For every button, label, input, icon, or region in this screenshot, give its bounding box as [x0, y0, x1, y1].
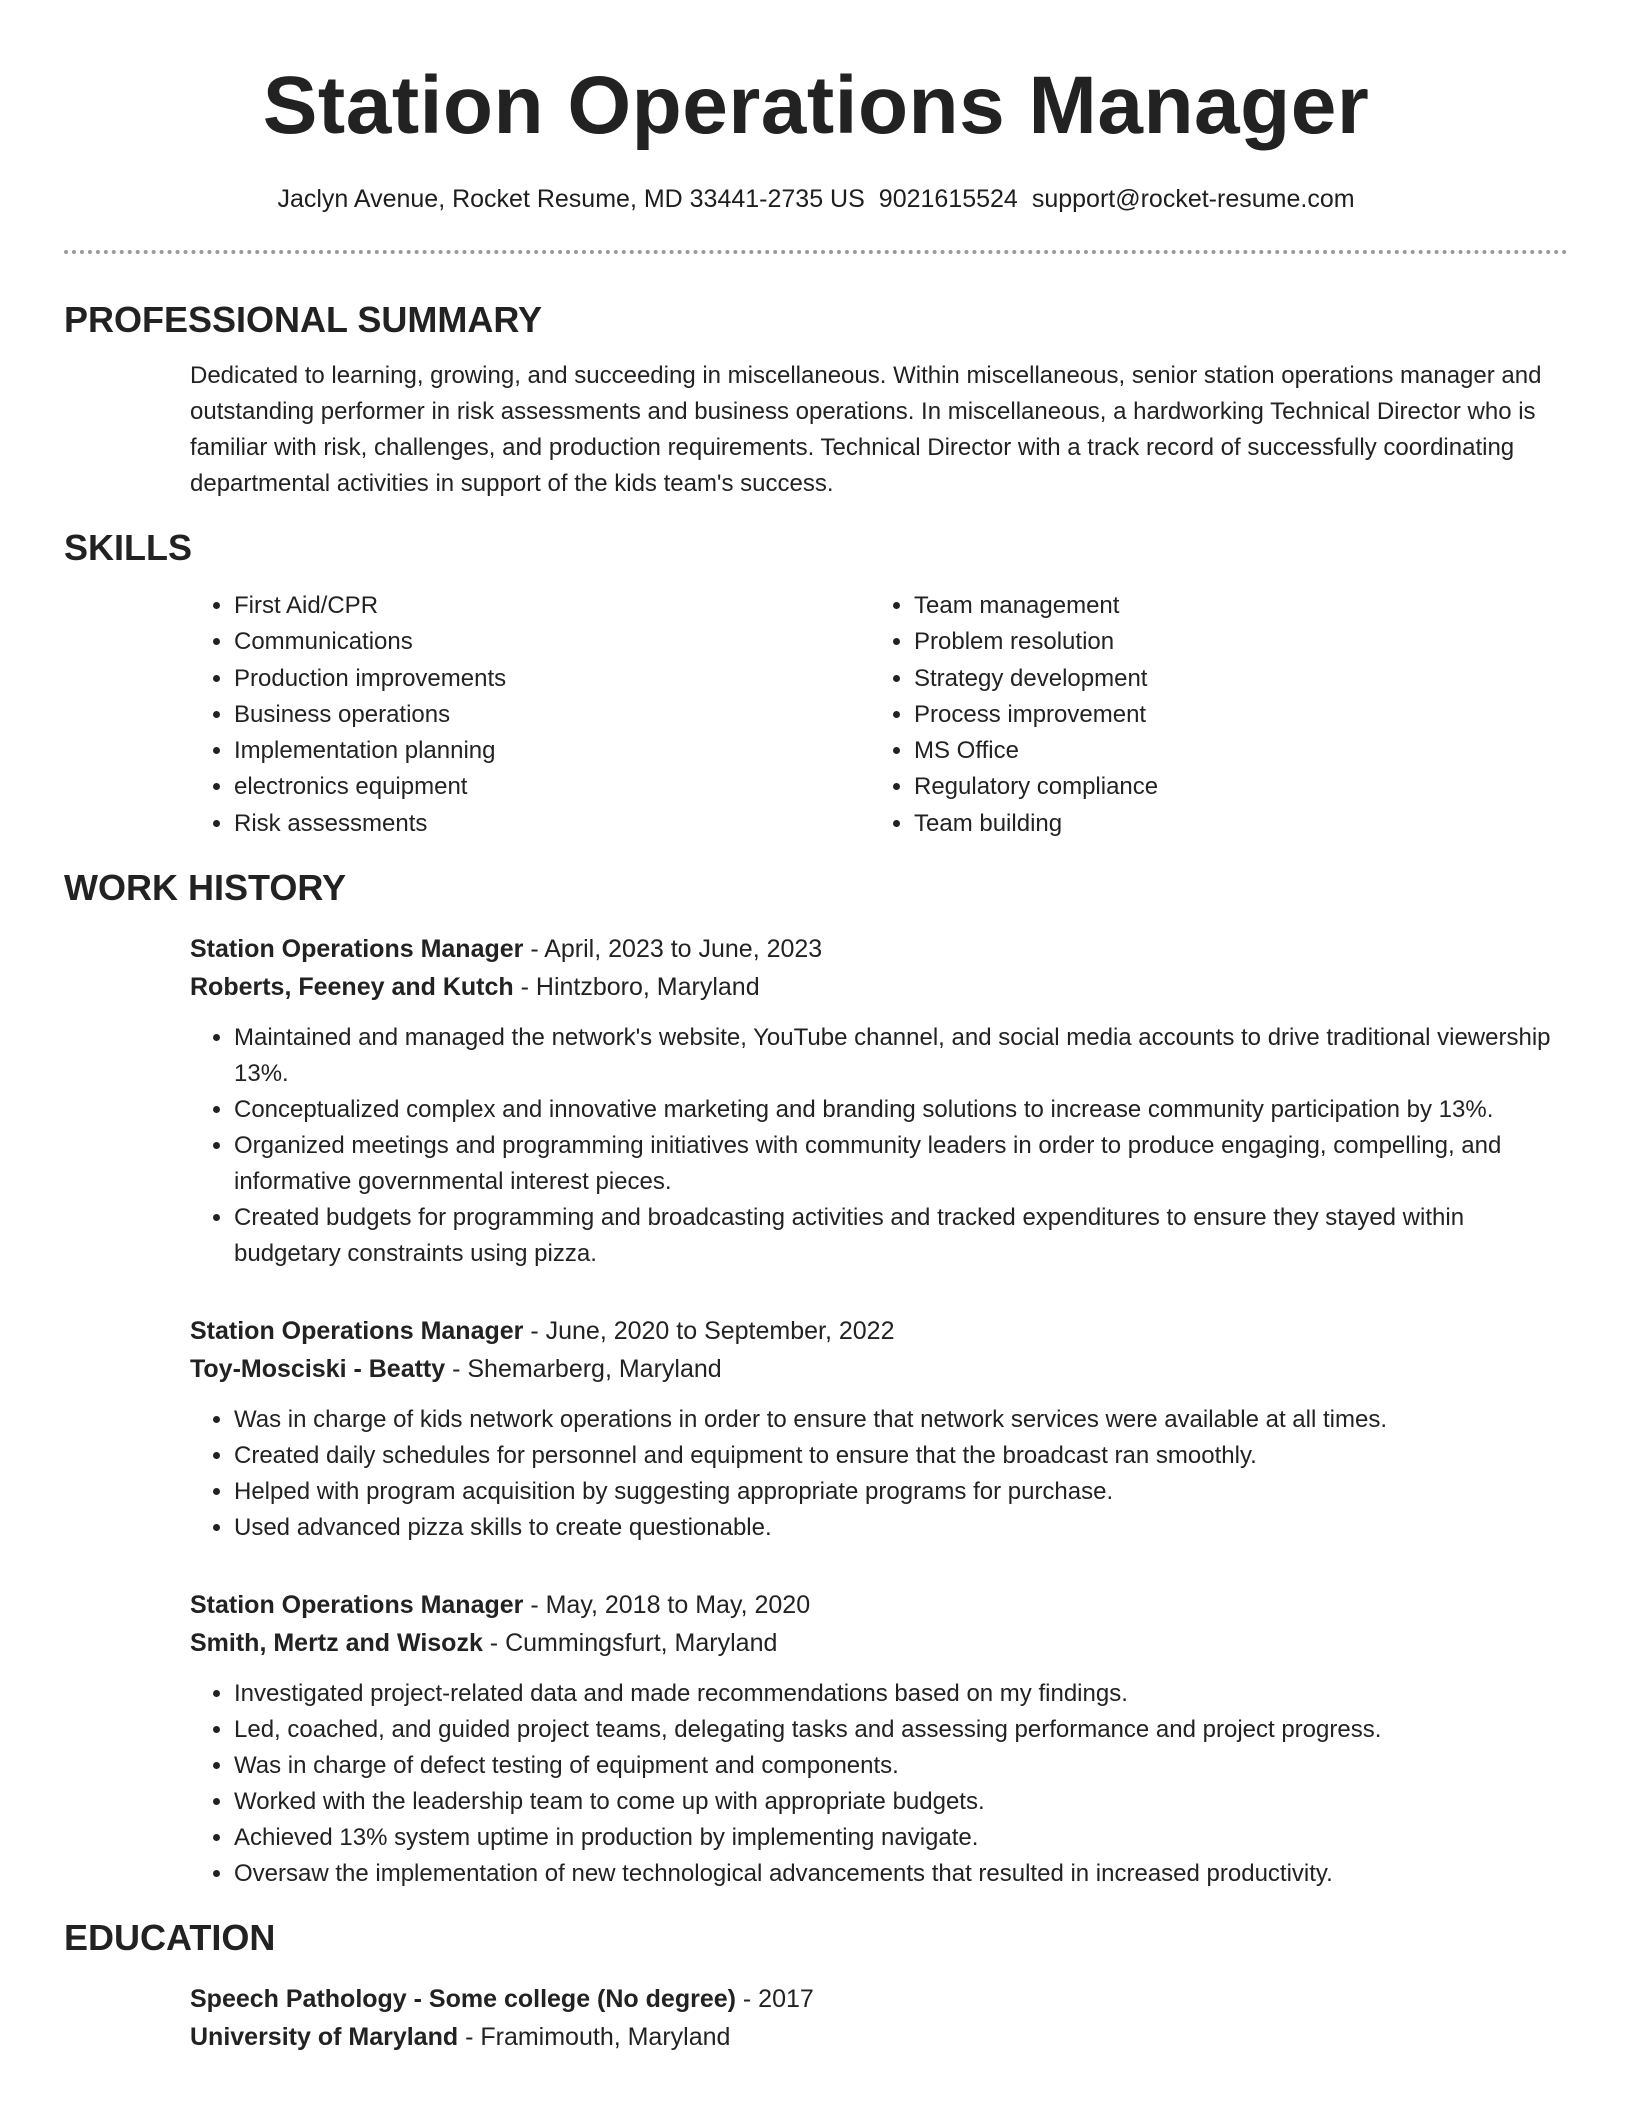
skill-item: • Problem resolution [914, 624, 1550, 660]
job-bullet: • Investigated project-related data and made recommendations based on my findings. [234, 1676, 1568, 1712]
job-dates: - April, 2023 to June, 2023 [523, 935, 823, 964]
contact-address: Jaclyn Avenue, Rocket Resume, MD 33441-2735 US [277, 185, 865, 213]
education-school-line [190, 2018, 1568, 2056]
job-location: - Shemarberg, Maryland [445, 1355, 722, 1384]
job-bullet: • Created daily schedules for personnel and equipment to ensure that the broadcast ran smoothly. [234, 1438, 1568, 1474]
skill-item: • Team management [914, 588, 1550, 624]
job-bullet: • Helped with program acquisition by suggesting appropriate programs for purchase. [234, 1474, 1568, 1510]
header-divider [64, 250, 1568, 254]
skill-item: • First Aid/CPR [234, 588, 870, 624]
contact-phone: 9021615524 [878, 185, 1018, 213]
job-entry [64, 1312, 1568, 1546]
job-bullet: • Was in charge of kids network operations in order to ensure that network services were available at all times. [234, 1402, 1568, 1438]
job-title-line [190, 1586, 1568, 1624]
job-company-line [190, 1350, 1568, 1388]
job-company: Toy-Mosciski - Beatty [190, 1355, 446, 1384]
job-bullet: • Was in charge of defect testing of equipment and components. [234, 1748, 1568, 1784]
job-role: Station Operations Manager [190, 1591, 524, 1620]
job-company: Roberts, Feeney and Kutch [190, 973, 514, 1002]
skills-list-left [190, 588, 870, 842]
skill-item: • Business operations [234, 697, 870, 733]
job-entry [64, 1586, 1568, 1892]
skill-item: • Process improvement [914, 697, 1550, 733]
skill-item: • Communications [234, 624, 870, 660]
skills-heading: SKILLS [64, 527, 193, 568]
education-heading: EDUCATION [64, 1917, 276, 1959]
education-degree: Speech Pathology - Some college (No degree) [190, 1985, 736, 2014]
job-bullet: • Used advanced pizza skills to create questionable. [234, 1510, 1568, 1546]
job-role: Station Operations Manager [190, 935, 524, 964]
education-entry [64, 1980, 1568, 2056]
job-company-line [190, 968, 1568, 1006]
job-bullet: • Worked with the leadership team to come up with appropriate budgets. [234, 1784, 1568, 1820]
job-title-line [190, 930, 1568, 968]
skill-item: • Strategy development [914, 661, 1550, 697]
summary-heading: PROFESSIONAL SUMMARY [64, 299, 543, 340]
work-history-section [64, 864, 1568, 1892]
skills-column-right [870, 588, 1550, 842]
summary-text: Dedicated to learning, growing, and succeeding in miscellaneous. Within miscellaneous, senior station operations manager and outstanding performer in risk assessments and business operations. In miscellaneous, a hardworking Technical Director who is familiar with risk, challenges, and production requirements. Technical Director with a track record of successfully coordinating departmental activities in support of the kids team's success. [190, 362, 1542, 497]
education-school: University of Maryland [190, 2023, 459, 2052]
job-role: Station Operations Manager [190, 1317, 524, 1346]
job-bullets [190, 1676, 1568, 1892]
job-bullet: • Achieved 13% system uptime in production by implementing navigate. [234, 1820, 1568, 1856]
resume-content [64, 296, 1568, 2056]
job-bullet: • Led, coached, and guided project teams, delegating tasks and assessing performance and project progress. [234, 1712, 1568, 1748]
skill-item: • Implementation planning [234, 733, 870, 769]
job-dates: - May, 2018 to May, 2020 [523, 1591, 811, 1620]
work-history-heading: WORK HISTORY [64, 867, 347, 909]
job-bullet: • Organized meetings and programming initiatives with community leaders in order to produce engaging, compelling, and informative governmental interest pieces. [234, 1128, 1568, 1200]
job-dates: - June, 2020 to September, 2022 [523, 1317, 895, 1346]
skills-section [64, 524, 1568, 842]
summary-section [64, 296, 1568, 502]
skills-list-right [870, 588, 1550, 842]
skills-column-left [190, 588, 870, 842]
job-bullet: • Maintained and managed the network's website, YouTube channel, and social media accounts to drive traditional viewership 13%. [234, 1020, 1568, 1092]
education-degree-line [190, 1980, 1568, 2018]
contact-line [0, 182, 1632, 216]
skill-item: • Team building [914, 806, 1550, 842]
candidate-name: Station Operations Manager [262, 60, 1370, 151]
contact-email[interactable]: support@rocket-resume.com [1031, 185, 1355, 213]
job-title-line [190, 1312, 1568, 1350]
skill-item: • MS Office [914, 733, 1550, 769]
education-location: - Framimouth, Maryland [458, 2023, 731, 2052]
skill-item: • Risk assessments [234, 806, 870, 842]
skills-grid [64, 588, 1568, 842]
job-location: - Hintzboro, Maryland [513, 973, 760, 1002]
job-company-line [190, 1624, 1568, 1662]
education-section [64, 1914, 1568, 2056]
skill-item: • Production improvements [234, 661, 870, 697]
job-bullet: • Created budgets for programming and broadcasting activities and tracked expenditures to ensure they stayed within budgetary constraints using pizza. [234, 1200, 1568, 1272]
skill-item: • electronics equipment [234, 769, 870, 805]
job-entry [64, 930, 1568, 1272]
education-year: - 2017 [735, 1985, 814, 2014]
skill-item: • Regulatory compliance [914, 769, 1550, 805]
job-bullet: • Oversaw the implementation of new technological advancements that resulted in increased productivity. [234, 1856, 1568, 1892]
job-company: Smith, Mertz and Wisozk [190, 1629, 483, 1658]
job-bullets [190, 1402, 1568, 1546]
job-bullet: • Conceptualized complex and innovative marketing and branding solutions to increase community participation by 13%. [234, 1092, 1568, 1128]
job-bullets [190, 1020, 1568, 1272]
job-location: - Cummingsfurt, Maryland [482, 1629, 778, 1658]
